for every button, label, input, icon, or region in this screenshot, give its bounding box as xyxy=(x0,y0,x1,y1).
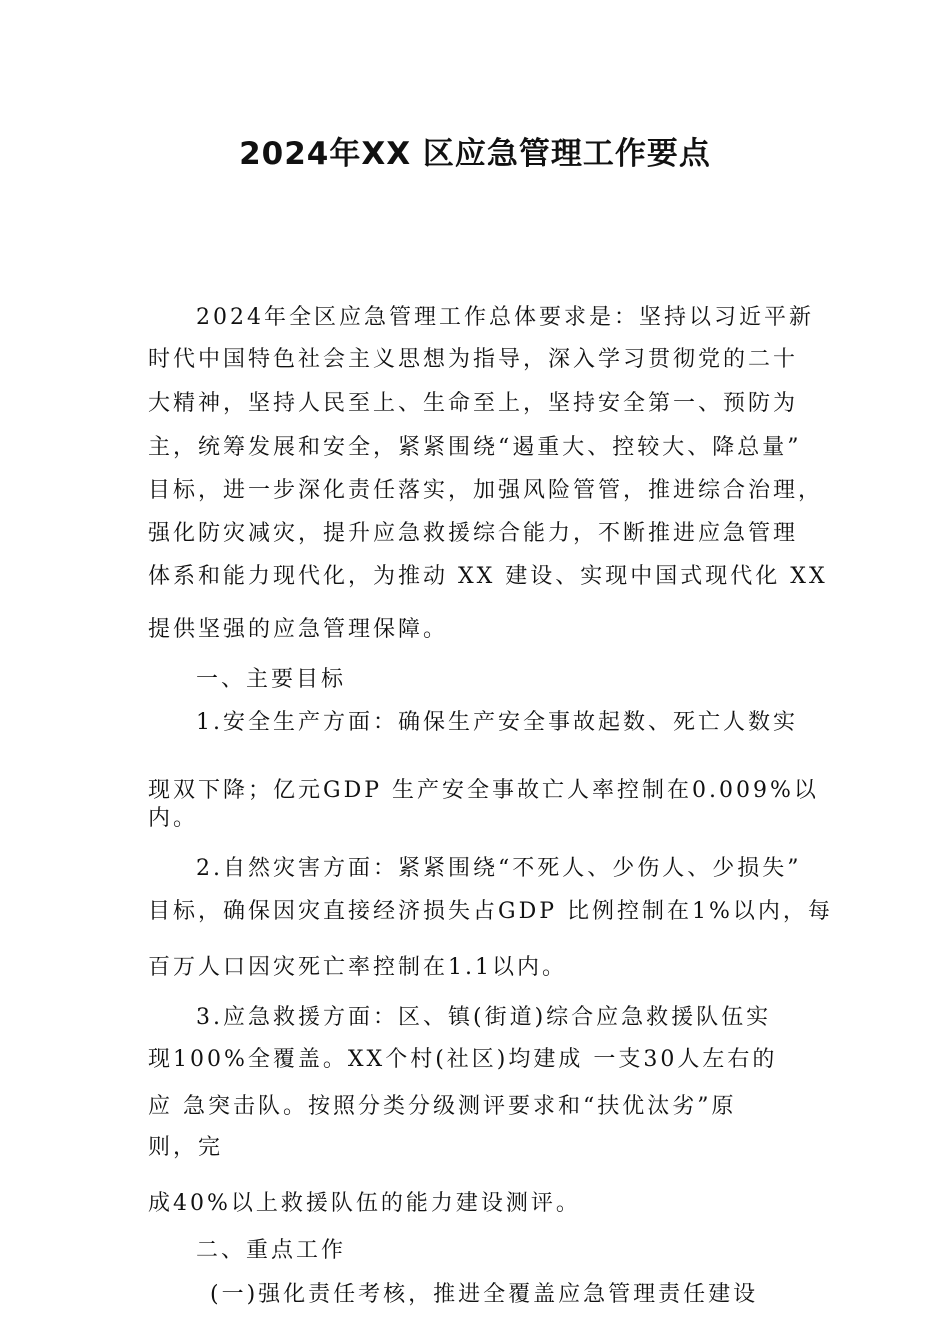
paragraph-line: 现双下降；亿元GDP 生产安全事故亡人率控制在0.009%以 xyxy=(148,778,819,803)
paragraph-line: 提供坚强的应急管理保障。 xyxy=(148,617,449,642)
paragraph-line: 成40%以上救援队伍的能力建设测评。 xyxy=(148,1191,581,1216)
paragraph-line: 应 急突击队。按照分类分级测评要求和“扶优汰劣”原 xyxy=(148,1094,737,1119)
paragraph-line: 时代中国特色社会主义思想为指导，深入学习贯彻党的二十 xyxy=(148,347,799,372)
paragraph-line: 1.安全生产方面：确保生产安全事故起数、死亡人数实 xyxy=(196,710,798,735)
paragraph-line: 则，完 xyxy=(148,1135,224,1160)
paragraph-line: 体系和能力现代化，为推动 XX 建设、实现中国式现代化 XX xyxy=(148,564,828,589)
subsection-heading: (一)强化责任考核，推进全覆盖应急管理责任建设 xyxy=(210,1282,759,1307)
paragraph-line: 大精神，坚持人民至上、生命至上，坚持安全第一、预防为 xyxy=(148,391,799,416)
paragraph-line: 2.自然灾害方面：紧紧围绕“不死人、少伤人、少损失” xyxy=(196,856,802,881)
paragraph-line: 百万人口因灾死亡率控制在1.1以内。 xyxy=(148,955,567,980)
document-title: 2024年XX 区应急管理工作要点 xyxy=(239,136,711,172)
paragraph-line: 3.应急救援方面：区、镇(街道)综合应急救援队伍实 xyxy=(196,1005,772,1030)
paragraph-line: 内。 xyxy=(148,806,199,831)
section-heading: 二、重点工作 xyxy=(196,1238,347,1263)
paragraph-line: 目标，进一步深化责任落实，加强风险管管，推进综合治理， xyxy=(148,478,824,503)
paragraph-line: 目标，确保因灾直接经济损失占GDP 比例控制在1%以内，每 xyxy=(148,899,833,924)
paragraph-line: 2024年全区应急管理工作总体要求是：坚持以习近平新 xyxy=(196,305,814,330)
paragraph-line: 现100%全覆盖。XX个村(社区)均建成 一支30人左右的 xyxy=(148,1047,778,1072)
paragraph-line: 主，统筹发展和安全，紧紧围绕“遏重大、控较大、降总量” xyxy=(148,435,802,460)
paragraph-line: 强化防灾减灾，提升应急救援综合能力，不断推进应急管理 xyxy=(148,521,799,546)
section-heading: 一、主要目标 xyxy=(196,667,347,692)
